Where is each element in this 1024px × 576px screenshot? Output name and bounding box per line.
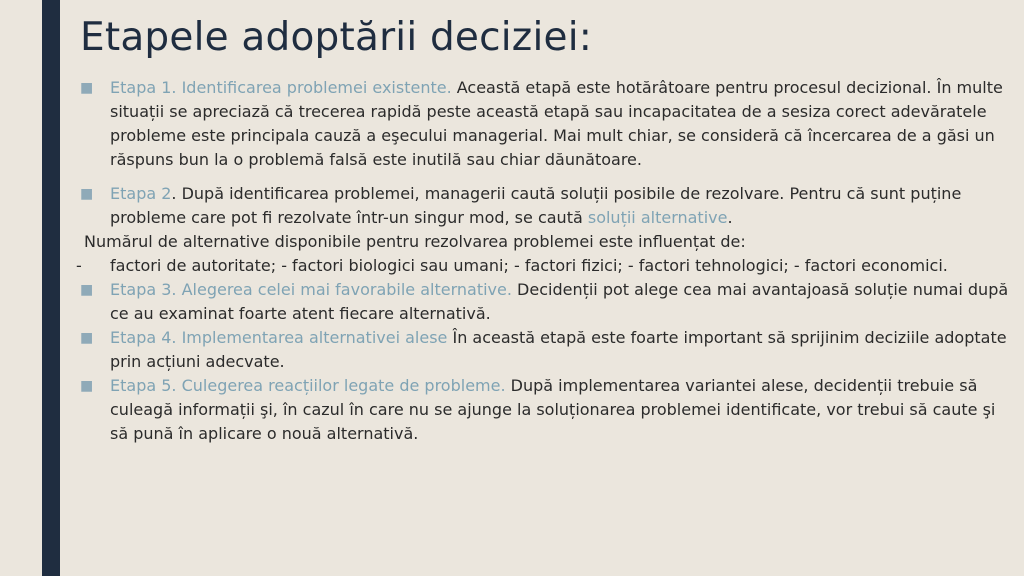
square-bullet-icon: ■ — [80, 282, 94, 298]
stage-4-label: Etapa 4. Implementarea alternativei alese — [110, 328, 448, 347]
square-bullet-icon: ■ — [80, 378, 94, 394]
square-bullet-icon: ■ — [80, 186, 94, 202]
stage-4-paragraph — [80, 326, 1010, 374]
stage-2-text-end: . — [727, 208, 733, 227]
stage-3-text: Decidenții pot alege cea mai avantajoasă soluție numai după ce au examinat foarte atent fiecare alternativă. — [110, 280, 1009, 323]
stage-1-label: Etapa 1. Identificarea problemei existente. — [110, 78, 452, 97]
left-accent-bar — [42, 0, 60, 576]
dash-bullet-icon: - — [76, 256, 82, 275]
slide-content — [76, 76, 1010, 446]
stage-2-text: . După identificarea problemei, managerii caută soluții posibile de rezolvare. Pentru că sunt puține probleme care pot fi rezolvate într-un singur mod, se caută — [110, 184, 962, 227]
stage-5-label: Etapa 5. Culegerea reacțiilor legate de probleme. — [110, 376, 506, 395]
stage-1-text: Această etapă este hotărâtoare pentru procesul decizional. În multe situații se apreciază că trecerea rapidă peste această etapă sau incapacitatea de a sesiza corect adevăratele probleme este principala cauză a eşecului managerial. Mai mult chiar, se consideră că încercarea de a găsi un răspuns bun la o problemă falsă este inutilă sau chiar dăunătoare. — [110, 78, 1003, 169]
stage-4-text: În această etapă este foarte important să sprijinim deciziile adoptate prin acțiuni adecvate. — [110, 328, 1007, 371]
square-bullet-icon: ■ — [80, 330, 94, 346]
alternatives-intro: Numărul de alternative disponibile pentru rezolvarea problemei este influențat de: — [84, 232, 746, 251]
stage-2-paragraph — [80, 182, 1010, 230]
stage-3-label: Etapa 3. Alegerea celei mai favorabile alternative. — [110, 280, 512, 299]
alternatives-factors-paragraph — [76, 254, 1010, 278]
stage-5-paragraph — [80, 374, 1010, 446]
stage-3-paragraph — [80, 278, 1010, 326]
slide-title: Etapele adoptării deciziei: — [80, 15, 593, 60]
stage-1-paragraph — [80, 76, 1010, 172]
stage-2-highlight: soluții alternative — [587, 208, 728, 227]
stage-5-text: După implementarea variantei alese, decidenții trebuie să culeagă informații şi, în cazul în care nu se ajunge la soluționarea problemei identificate, vor trebui să caute şi să pună în aplicare o nouă alternativă. — [110, 376, 996, 443]
stage-2-label: Etapa 2 — [110, 184, 172, 203]
alternatives-factors-text: factori de autoritate; - factori biologici sau umani; - factori fizici; - factori tehnologici; - factori economici. — [110, 256, 948, 275]
square-bullet-icon: ■ — [80, 80, 94, 96]
